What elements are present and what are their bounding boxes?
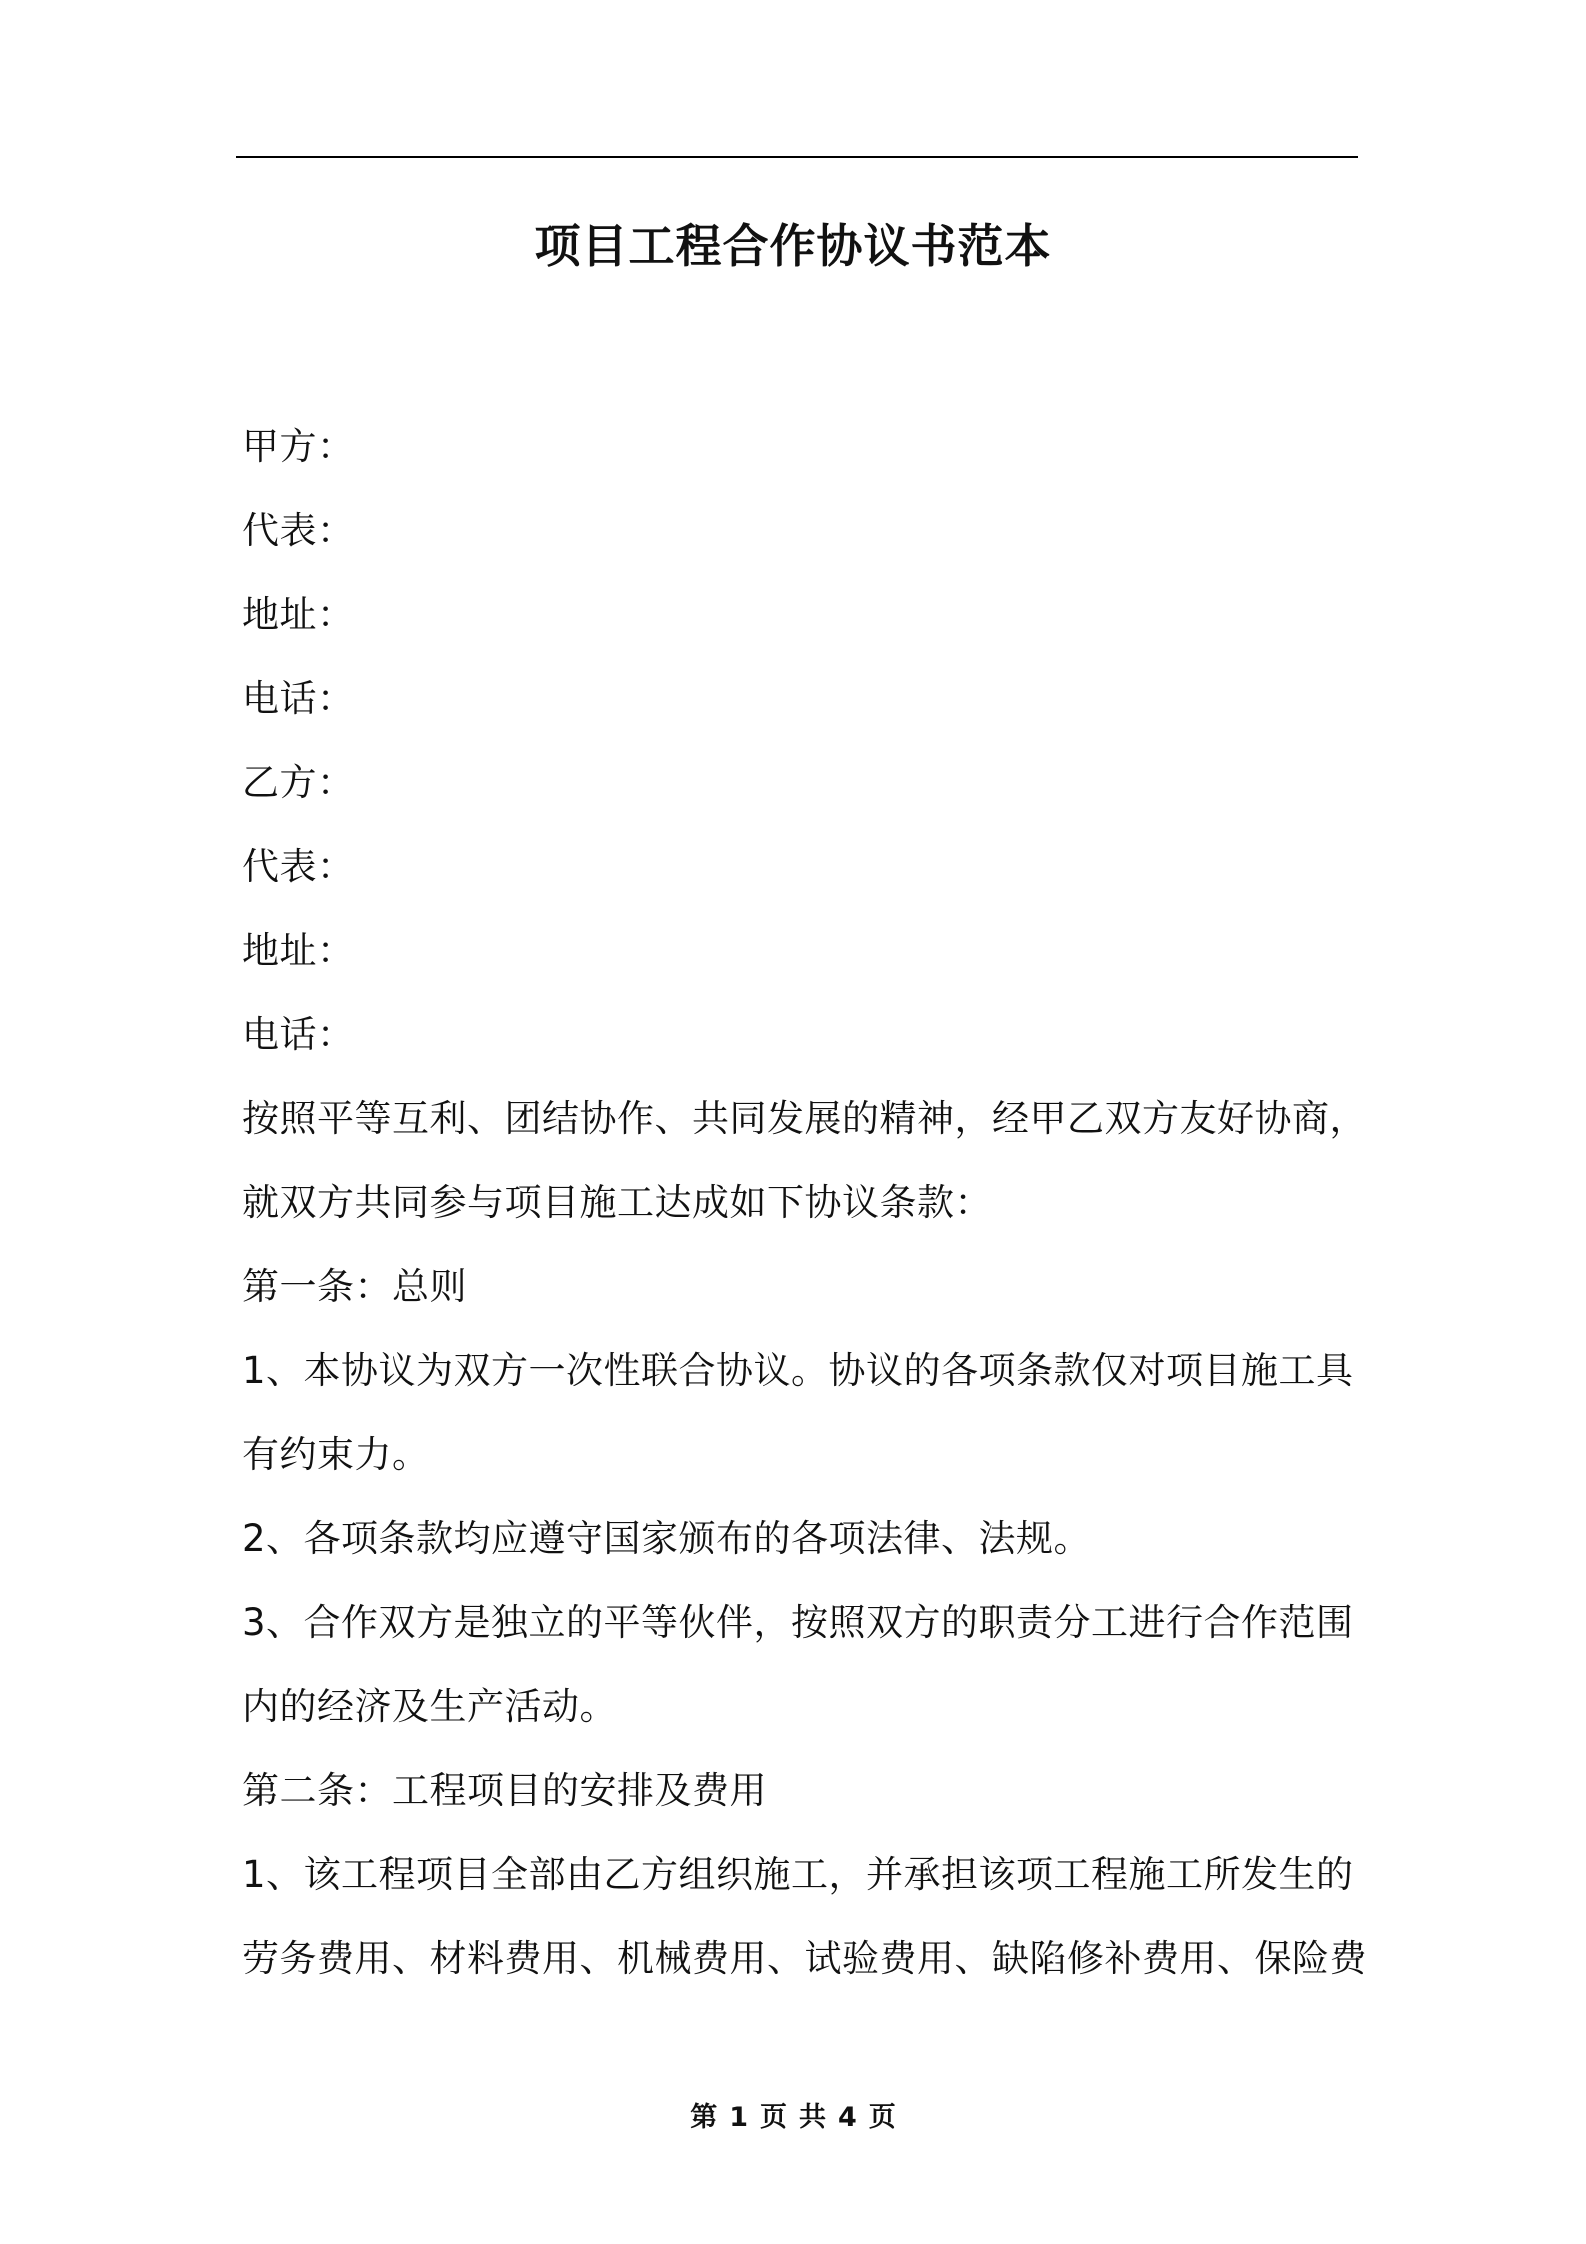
clause-line: 1、该工程项目全部由乙方组织施工，并承担该项工程施工所发生的	[242, 1853, 1354, 1896]
party-a-representative: 代表：	[242, 509, 355, 552]
clause-line: 1、本协议为双方一次性联合协议。协议的各项条款仅对项目施工具	[242, 1349, 1354, 1392]
party-b-representative: 代表：	[242, 845, 355, 888]
party-b-address: 地址：	[242, 929, 355, 972]
clause-line: 2、各项条款均应遵守国家颁布的各项法律、法规。	[242, 1517, 1092, 1560]
party-a-phone: 电话：	[242, 677, 355, 720]
page-footer	[0, 2098, 1586, 2138]
party-a-label: 甲方：	[242, 425, 355, 468]
party-b-label: 乙方：	[242, 761, 355, 804]
page-unit: 页	[760, 2102, 787, 2133]
preamble-line: 就双方共同参与项目施工达成如下协议条款：	[242, 1181, 992, 1224]
total-unit: 页	[868, 2102, 896, 2133]
clause-line: 3、合作双方是独立的平等伙伴，按照双方的职责分工进行合作范围	[242, 1601, 1354, 1644]
clause-line: 有约束力。	[242, 1433, 430, 1476]
clause-line: 劳务费用、材料费用、机械费用、试验费用、缺陷修补费用、保险费	[242, 1937, 1367, 1980]
article-heading: 第一条：总则	[242, 1265, 467, 1308]
page-label: 第	[690, 2102, 718, 2133]
preamble-line: 按照平等互利、团结协作、共同发展的精神，经甲乙双方友好协商，	[242, 1097, 1367, 1140]
document-title: 项目工程合作协议书范本	[534, 219, 1052, 273]
party-a-address: 地址：	[242, 593, 355, 636]
clause-line: 内的经济及生产活动。	[242, 1685, 617, 1728]
party-b-phone: 电话：	[242, 1013, 355, 1056]
total-label: 共	[799, 2102, 826, 2133]
header-rule	[236, 156, 1358, 158]
article-heading: 第二条：工程项目的安排及费用	[242, 1769, 767, 1812]
current-page-number: 1	[729, 2102, 748, 2133]
document-body	[242, 405, 1367, 2001]
total-pages-number: 4	[838, 2102, 857, 2133]
